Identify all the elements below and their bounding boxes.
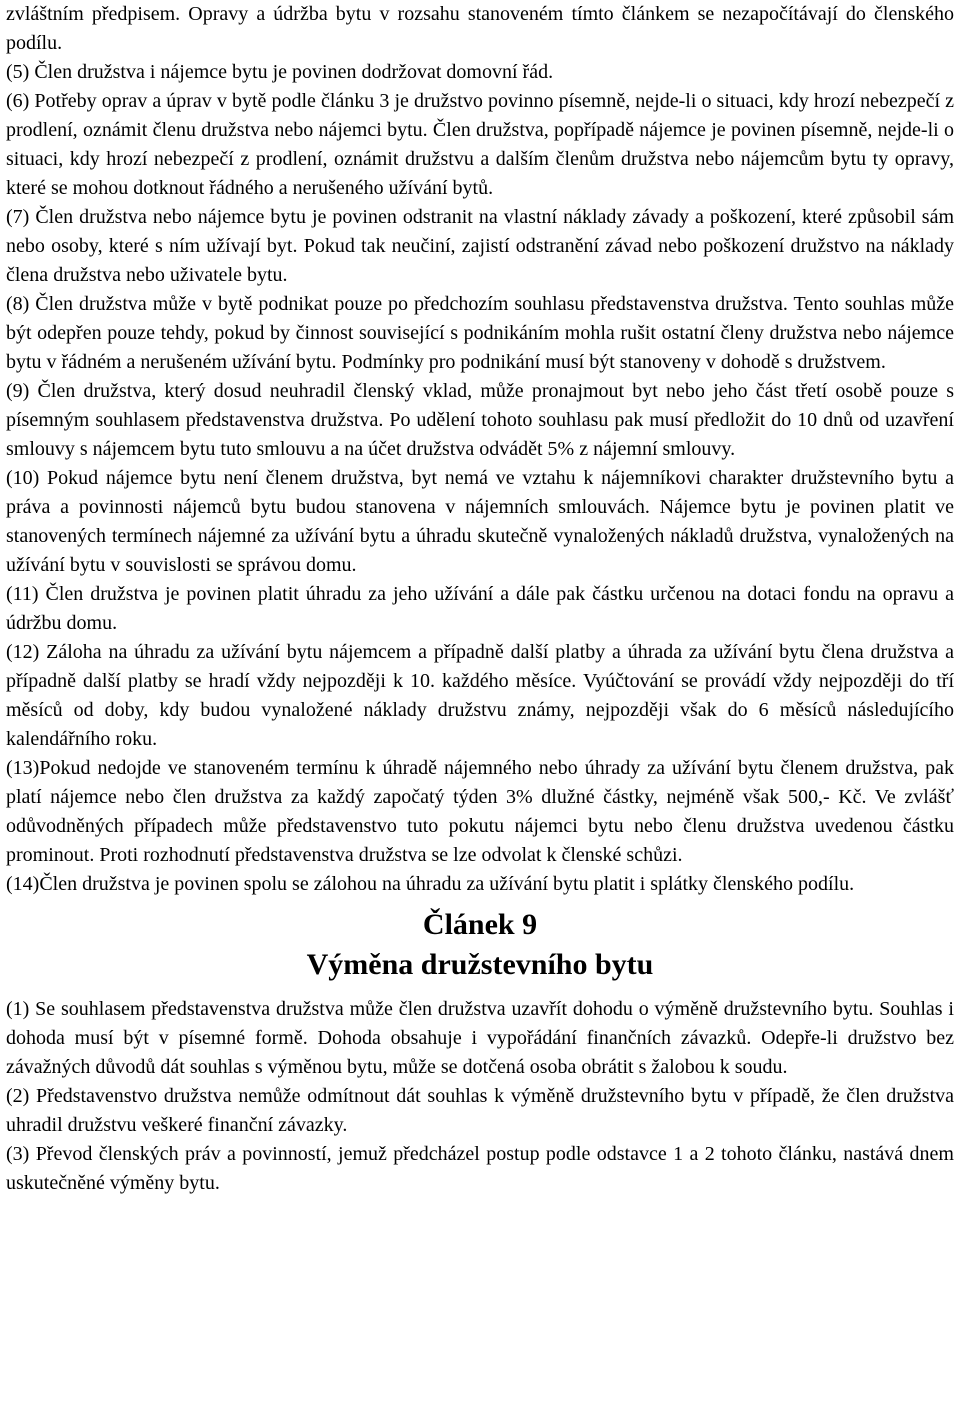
paragraph-13: (13)Pokud nedojde ve stanoveném termínu k úhradě nájemného nebo úhrady za užívání bytu členem družstva, pak platí nájemce nebo člen družstva za každý započatý týden 3% dlužné částky, nejméně však 500,- Kč. Ve zvlášť odůvodněných případech může představenstvo tuto pokutu nájemci bytu nebo členu družstva uvedenou částku prominout. Proti rozhodnutí představenstva družstva se lze odvolat k členské schůzi. — [6, 757, 954, 866]
paragraph-5: (5) Člen družstva i nájemce bytu je povinen dodržovat domovní řád. — [6, 61, 554, 83]
paragraph-10: (10) Pokud nájemce bytu není členem družstva, byt nemá ve vztahu k nájemníkovi charakter družstevního bytu a práva a povinnosti nájemců bytu budou stanovena v nájemních smlouvách. Nájemce bytu je povinen platit ve stanovených termínech nájemné za užívání bytu a úhradu skutečně vynaložených nákladů družstva, vynaložených na užívání bytu v souvislosti se správou domu. — [6, 467, 954, 576]
article-number: Článek 9 — [422, 908, 538, 941]
paragraph-continuation: zvláštním předpisem. Opravy a údržba bytu v rozsahu stanoveném tímto článkem se nezapočítávají do členského podílu. — [6, 3, 954, 54]
article9-paragraph-3: (3) Převod členských práv a povinností, jemuž předcházel postup podle odstavce 1 a 2 tohoto článku, nastává dnem uskutečněné výměny bytu. — [6, 1143, 954, 1194]
paragraph-8: (8) Člen družstva může v bytě podnikat pouze po předchozím souhlasu představenstva družstva. Tento souhlas může být odepřen pouze tehdy, pokud by činnost související s podnikáním mohla rušit ostatní členy družstva nebo nájemce bytu v řádném a nerušeném užívání bytu. Podmínky pro podnikání musí být stanoveny v dohodě s družstvem. — [6, 293, 954, 373]
article9-paragraph-1: (1) Se souhlasem představenstva družstva může člen družstva uzavřít dohodu o výměně družstevního bytu. Souhlas i dohoda musí být v písemné formě. Dohoda obsahuje i vypořádání finančních závazků. Odepře-li družstvo bez závažných důvodů dát souhlas s výměnou bytu, může se dotčená osoba obrátit s žalobou k soudu. — [6, 998, 954, 1078]
paragraph-9: (9) Člen družstva, který dosud neuhradil členský vklad, může pronajmout byt nebo jeho část třetí osobě pouze s písemným souhlasem představenstva družstva. Po udělení tohoto souhlasu pak musí předložit do 10 dnů od uzavření smlouvy s nájemcem bytu tuto smlouvu a na účet družstva odvádět 5% z nájemní smlouvy. — [6, 380, 954, 460]
paragraph-14: (14)Člen družstva je povinen spolu se zálohou na úhradu za užívání bytu platit i splátky členského podílu. — [6, 873, 855, 895]
paragraph-12: (12) Záloha na úhradu za užívání bytu nájemcem a případně další platby a úhrada za užívání bytu člena družstva a případně další platby se hradí vždy nejpozději k 10. každého měsíce. Vyúčtování se provádí vždy nejpozději do tří měsíců od doby, kdy budou vynaložené náklady družstvu známy, nejpozději však do 6 měsíců následujícího kalendářního roku. — [6, 641, 954, 750]
article-title: Výměna družstevního bytu — [306, 948, 654, 981]
document-page — [6, 0, 954, 1198]
article9-paragraph-2: (2) Představenstvo družstva nemůže odmítnout dát souhlas k výměně družstevního bytu v případě, že člen družstva uhradil družstvu veškeré finanční závazky. — [6, 1085, 954, 1136]
paragraph-6: (6) Potřeby oprav a úprav v bytě podle článku 3 je družstvo povinno písemně, nejde-li o situaci, kdy hrozí nebezpečí z prodlení, oznámit členu družstva nebo nájemci bytu. Člen družstva, popřípadě nájemce je povinen písemně, nejde-li o situaci, kdy hrozí nebezpečí z prodlení, oznámit družstvu a dalším členům družstva nebo nájemcům bytu ty opravy, které se mohou dotknout řádného a nerušeného užívání bytů. — [6, 90, 954, 199]
article-heading — [6, 905, 954, 985]
paragraph-7: (7) Člen družstva nebo nájemce bytu je povinen odstranit na vlastní náklady závady a poškození, které způsobil sám nebo osoby, které s ním užívají byt. Pokud tak neučiní, zajistí odstranění závad nebo poškození družstvo na náklady člena družstva nebo uživatele bytu. — [6, 206, 954, 286]
paragraph-11: (11) Člen družstva je povinen platit úhradu za jeho užívání a dále pak částku určenou na dotaci fondu na opravu a údržbu domu. — [6, 583, 954, 634]
